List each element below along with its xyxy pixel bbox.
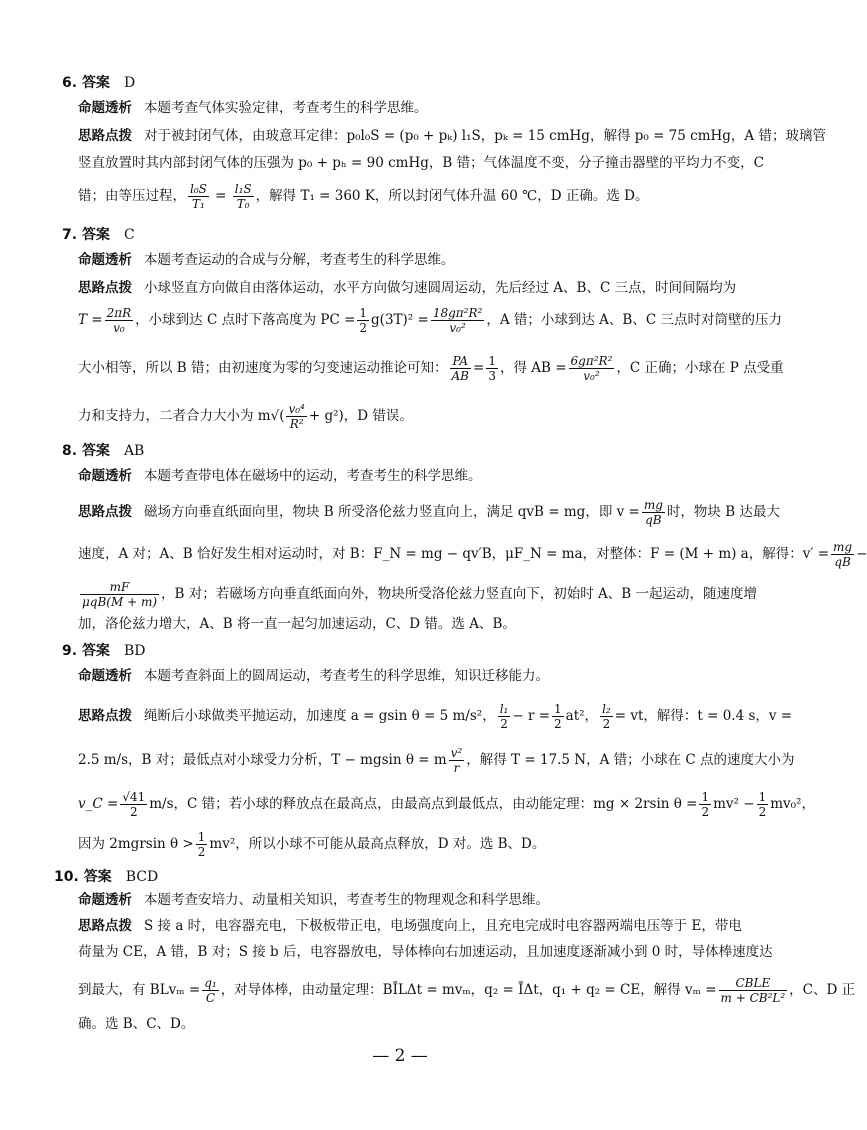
q8-header: 8. 答案 AB <box>62 443 145 459</box>
q6-hint-line2: 竖直放置时其内部封闭气体的压强为 p₀ + pₕ = 90 cmHg，B 错；气体温度不变，分子撞击器壁的平均力不变，C <box>78 155 764 171</box>
q8-intent: 命题透析 本题考查带电体在磁场中的运动，考查考生的科学思维。 <box>78 468 482 484</box>
q10-hint-line2: 荷量为 CE，A 错，B 对；S 接 b 后，电容器放电，导体棒向右加速运动，且加速度逐渐减小到 0 时，导体棒速度达 <box>78 944 773 960</box>
q6-frac-1: $\frac{\text{l₀S}}{\text{T₁}}$ <box>190 182 207 211</box>
q7-answer: C <box>123 227 135 243</box>
q6-intent: 命题透析 本题考查气体实验定律，考查考生的科学思维。 <box>78 100 428 116</box>
q9-hint-line1: 思路点拨 绳断后小球做类平抛运动，加速度 a = gsin θ = 5 m/s²， $\frac{\text{l₁}}{2}$ − r = $\frac{1}{2}$ at²， $\frac{\text{l₂}}{2}$ = vt，解得：t = 0.4 s，v = <box>78 702 793 731</box>
page-number: — 2 — <box>372 1046 428 1066</box>
q8-hint-line4: 加，洛伦兹力增大，A、B 将一直一起匀加速运动，C、D 错。选 A、B。 <box>78 616 516 632</box>
q10-hint-line4: 确。选 B、C、D。 <box>78 1016 195 1032</box>
q7-hint-line2: T = $\frac{2\pi R}{\text{v₀}}$ ，小球到达 C 点时下落高度为 PC = $\frac{1}{2}$ g(3T)² = $\frac{\text{18gπ²R²}}{\text{v₀²}}$ ，A 错；小球到达 A、B、C 三点时对筒壁的压力 <box>78 306 782 335</box>
q9-hint-line2: 2.5 m/s，B 对；最低点对小球受力分析，T − mgsin θ = m $\frac{\text{v²}}{r}$ ，解得 T = 17.5 N，A 错；小球在 C 点的速度大小为 <box>78 746 795 775</box>
q8-hint-line1: 思路点拨 磁场方向垂直纸面向里，物块 B 所受洛伦兹力竖直向上，满足 qvB = mg，即 v = $\frac{mg}{qB}$ 时，物块 B 达最大 <box>78 498 780 527</box>
q6-hint-line3: 错；由等压过程， $\frac{\text{l₀S}}{\text{T₁}}$ = $\frac{\text{l₁S}}{\text{T₀}}$ ，解得 T₁ = 360 K，所以封闭气体升温 60 ℃，D 正确。选 D。 <box>78 182 649 211</box>
q7-hint-line1: 思路点拨 小球竖直方向做自由落体运动，水平方向做匀速圆周运动，先后经过 A、B、C 三点，时间间隔均为 <box>78 280 737 296</box>
q10-header: 10. 答案 BCD <box>54 869 159 885</box>
q6-answer: D <box>123 75 136 91</box>
q7-intent: 命题透析 本题考查运动的合成与分解，考查考生的科学思维。 <box>78 252 455 268</box>
q10-answer: BCD <box>125 869 159 885</box>
q10-hint-line1: 思路点拨 S 接 a 时，电容器充电，下极板带正电，电场强度向上，且充电完成时电容器两端电压等于 E，带电 <box>78 918 742 934</box>
q9-header: 9. 答案 BD <box>62 643 146 659</box>
q10-intent: 命题透析 本题考查安培力、动量相关知识，考查考生的物理观念和科学思维。 <box>78 892 549 908</box>
q10-hint-line3: 到最大，有 BLvₘ = $\frac{\text{q₁}}{C}$ ，对导体棒，由动量定理：BĪLΔt = mvₘ，q₂ = ĪΔt，q₁ + q₂ = CE，解得 vₘ = $\frac{\text{CBLE}}{\text{m + CB²L²}}$ ，C、D 正 <box>78 976 856 1005</box>
q8-hint-line2: 速度，A 对；A、B 恰好发生相对运动时，对 B：F_N = mg − qv′B，μF_N = ma，对整体：F = (M + m) a，解得：v′ = $\frac{mg}{qB}$ − <box>78 540 867 569</box>
q6-header: 6. 答案 D <box>62 75 136 91</box>
q7-header: 7. 答案 C <box>62 227 135 243</box>
q9-intent: 命题透析 本题考查斜面上的圆周运动，考查考生的科学思维，知识迁移能力。 <box>78 668 549 684</box>
q7-hint-line3: 大小相等，所以 B 错；由初速度为零的匀变速运动推论可知： $\frac{PA}{AB}$ = $\frac{1}{3}$ ，得 AB = $\frac{\text{6gπ²R²}}{\text{v₀²}}$ ，C 正确；小球在 P 点受重 <box>78 354 784 383</box>
q8-answer: AB <box>123 443 145 459</box>
q9-hint-line4: 因为 2mgrsin θ > $\frac{1}{2}$ mv²，所以小球不可能从最高点释放，D 对。选 B、D。 <box>78 830 546 859</box>
q9-hint-line3: v_C = $\frac{√41}{2}$ m/s，C 错；若小球的释放点在最高点，由最高点到最低点，由动能定理：mg × 2rsin θ = $\frac{1}{2}$ mv² − $\frac{1}{2}$ mv₀²， <box>78 790 815 819</box>
q6-frac-2: $\frac{\text{l₁S}}{\text{T₀}}$ <box>234 182 252 211</box>
q6-hint-line1: 思路点拨 对于被封闭气体，由玻意耳定律：p₀l₀S = (p₀ + pₖ) l₁S，pₖ = 15 cmHg，解得 p₀ = 75 cmHg，A 错；玻璃管 <box>78 128 826 144</box>
q9-answer: BD <box>123 643 146 659</box>
q8-hint-line3: $\frac{mF}{\text{μqB(M + m)}}$ ，B 对；若磁场方向垂直纸面向外，物块所受洛伦兹力竖直向下，初始时 A、B 一起运动，随速度增 <box>82 580 757 609</box>
q7-hint-line4: 力和支持力，二者合力大小为 m√( $\frac{\text{v₀⁴}}{\text{R²}}$ + g²)，D 错误。 <box>78 402 413 431</box>
